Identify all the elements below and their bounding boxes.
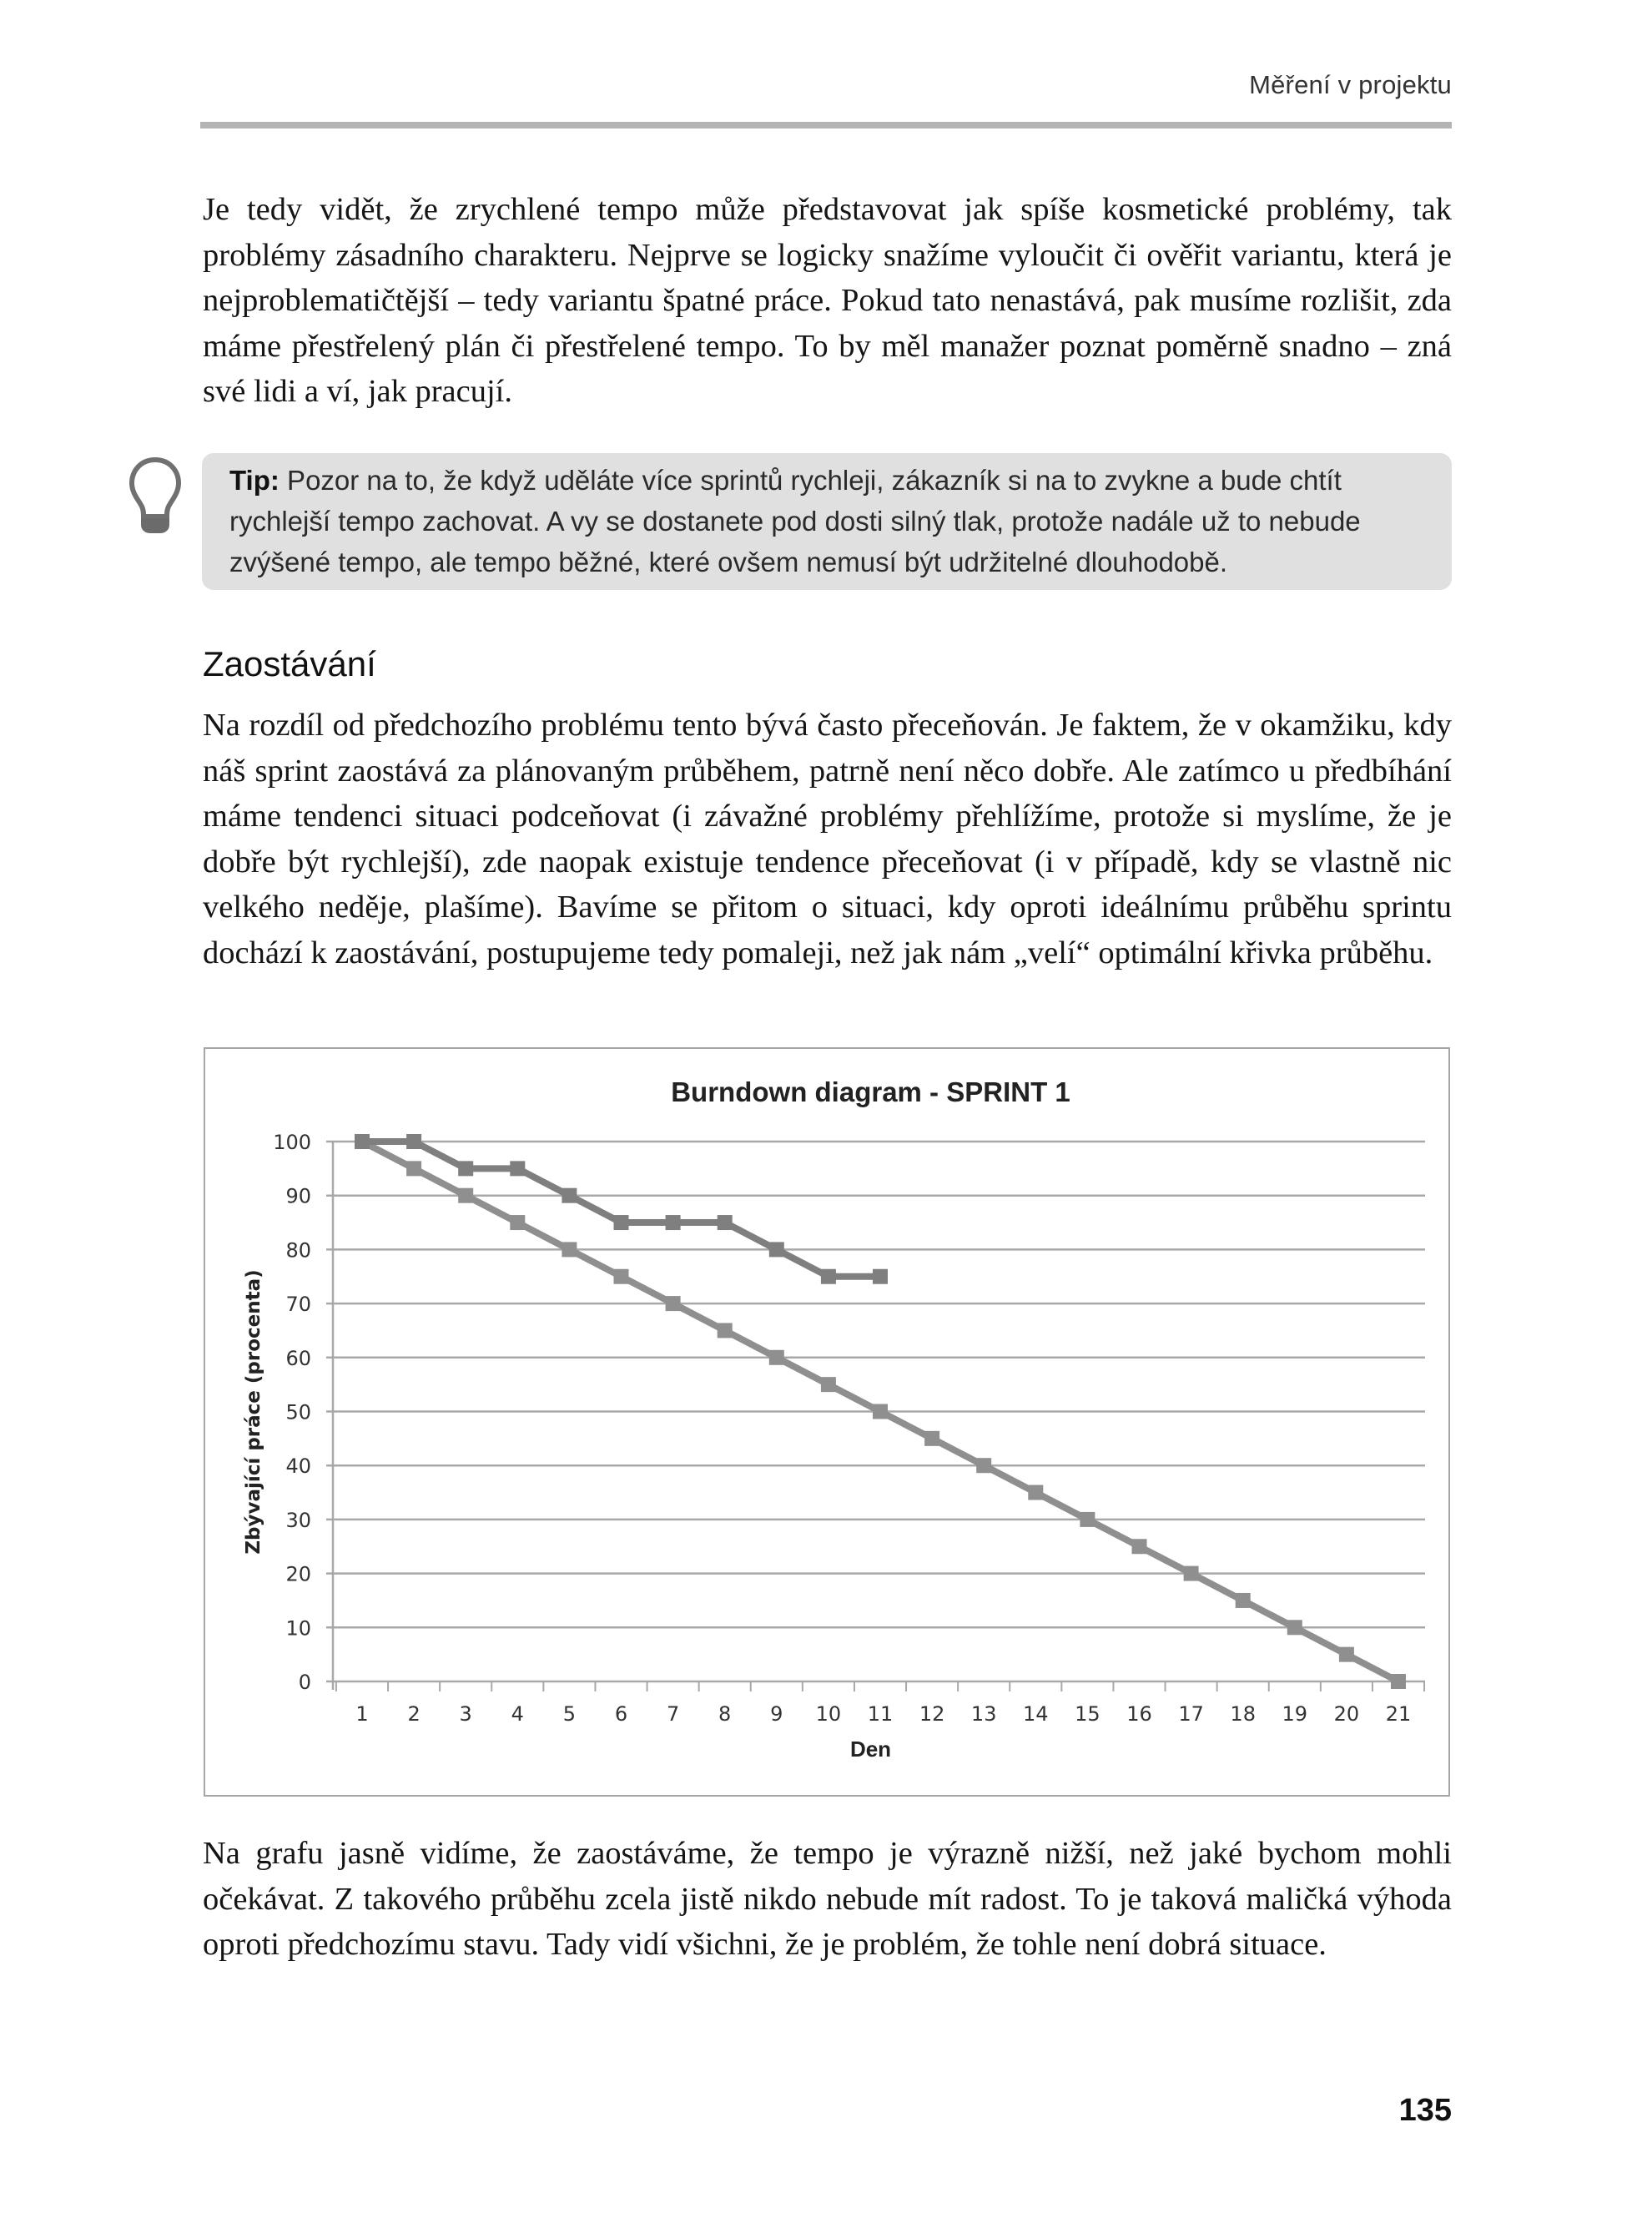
y-tick-label: 70 xyxy=(285,1293,311,1317)
x-tick-label: 8 xyxy=(718,1702,732,1726)
x-tick-label: 1 xyxy=(355,1702,369,1726)
data-marker xyxy=(873,1269,888,1284)
paragraph-2: Na rozdíl od předchozího problému tento bývá často přeceňován. Je faktem, že v okamžiku, kdy náš sprint zaostává za plánovaným průběhem, patrně není něco dobře. Ale zatímco u předbíhání máme tendenci situaci podceňovat (i závažné problémy přehlížíme, protože si myslíme, že je dobře být rychlejší), zde naopak existuje tendence přeceňovat (i v případě, kdy se vlastně nic velkého neděje, plašíme). Bavíme se přitom o situaci, kdy oproti ideálnímu průběhu sprintu dochází k zaostávání, postupujeme tedy pomaleji, než jak nám „velí“ optimální křivka průběhu. xyxy=(203,708,1452,970)
tip-label: Tip: xyxy=(229,465,280,496)
burndown-chart xyxy=(204,1047,1450,1797)
data-marker xyxy=(718,1215,733,1230)
data-marker xyxy=(1132,1539,1147,1554)
x-tick-label: 21 xyxy=(1385,1702,1412,1726)
x-tick-label: 3 xyxy=(459,1702,472,1726)
page-number: 135 xyxy=(1398,2093,1452,2128)
y-tick-label: 40 xyxy=(285,1454,311,1479)
data-marker xyxy=(924,1431,939,1446)
data-marker xyxy=(562,1242,577,1257)
running-title: Měření v projektu xyxy=(1249,70,1452,99)
data-marker xyxy=(562,1188,577,1203)
data-marker xyxy=(1287,1620,1302,1635)
data-marker xyxy=(976,1458,991,1473)
y-tick-label: 90 xyxy=(285,1184,311,1208)
data-marker xyxy=(821,1269,836,1284)
chart-title: Burndown diagram - SPRINT 1 xyxy=(671,1076,1070,1107)
x-tick-label: 2 xyxy=(407,1702,421,1726)
data-marker xyxy=(666,1215,681,1230)
chart-canvas xyxy=(205,1049,1452,1798)
data-marker xyxy=(406,1161,421,1176)
x-tick-label: 7 xyxy=(666,1702,680,1726)
data-marker xyxy=(614,1269,629,1284)
data-marker xyxy=(769,1350,784,1365)
x-axis-label: Den xyxy=(849,1737,892,1762)
data-marker xyxy=(458,1161,473,1176)
data-marker xyxy=(458,1188,473,1203)
paragraph-1: Je tedy vidět, že zrychlené tempo může představovat jak spíše kosmetické problémy, tak problémy zásadního charakteru. Nejprve se logicky snažíme vyloučit či ověřit variantu, která je nejproblematičtější – tedy variantu špatné práce. Pokud tato nenastává, pak musíme rozlišit, zda máme přestřelený plán či přestřelené tempo. To by měl manažer poznat poměrně snadno – zná své lidi a ví, jak pracují. xyxy=(203,192,1452,409)
x-tick-label: 12 xyxy=(919,1702,945,1726)
x-tick-label: 6 xyxy=(614,1702,628,1726)
data-marker xyxy=(1080,1512,1095,1527)
header-rule xyxy=(200,122,1452,129)
data-marker xyxy=(1339,1647,1354,1662)
data-marker xyxy=(1236,1593,1251,1608)
y-axis-label: Zbývající práce (procenta) xyxy=(243,1269,264,1555)
tip-body: Pozor na to, že když uděláte více sprintů rychleji, zákazník si na to zvykne a bude chtít rychlejší tempo zachovat. A vy se dostanete pod dosti silný tlak, protože nadále už to nebude zvýšené tempo, ale tempo běžné, které ovšem nemusí být udržitelné dlouhodobě. xyxy=(229,465,1361,577)
data-marker xyxy=(406,1134,421,1149)
y-tick-label: 20 xyxy=(285,1562,311,1586)
paragraph-3: Na grafu jasně vidíme, že zaostáváme, že tempo je výrazně nižší, než jaké bychom mohli očekávat. Z takového průběhu zcela jistě nikdo nebude mít radost. To je taková maličká výhoda oproti předchozímu stavu. Tady vidí všichni, že je problém, že tohle není dobrá situace. xyxy=(203,1836,1452,1962)
data-marker xyxy=(718,1323,733,1338)
data-marker xyxy=(510,1161,525,1176)
x-tick-label: 11 xyxy=(867,1702,894,1726)
x-tick-label: 15 xyxy=(1075,1702,1100,1726)
y-tick-label: 80 xyxy=(285,1238,311,1263)
actual-line xyxy=(362,1142,880,1277)
data-marker xyxy=(821,1377,836,1392)
x-tick-label: 5 xyxy=(562,1702,577,1726)
y-tick-label: 30 xyxy=(285,1508,311,1532)
data-marker xyxy=(1184,1566,1199,1581)
y-tick-label: 50 xyxy=(285,1400,311,1424)
data-marker xyxy=(510,1215,525,1230)
x-tick-label: 9 xyxy=(770,1702,783,1726)
data-marker xyxy=(873,1404,888,1419)
x-tick-label: 18 xyxy=(1230,1702,1256,1726)
data-marker xyxy=(1028,1485,1043,1500)
data-marker xyxy=(1391,1674,1406,1689)
data-marker xyxy=(614,1215,629,1230)
x-tick-label: 10 xyxy=(815,1702,842,1726)
x-tick-label: 13 xyxy=(970,1702,997,1726)
x-tick-label: 20 xyxy=(1333,1702,1360,1726)
y-tick-label: 10 xyxy=(285,1616,311,1641)
y-tick-label: 0 xyxy=(298,1671,311,1694)
tip-text xyxy=(229,460,1431,582)
section-heading: Zaostávání xyxy=(203,644,376,683)
lightbulb-icon xyxy=(125,455,185,538)
x-tick-label: 19 xyxy=(1282,1702,1308,1726)
y-tick-label: 60 xyxy=(285,1346,311,1370)
data-marker xyxy=(355,1134,370,1149)
y-tick-label: 100 xyxy=(273,1131,311,1154)
data-marker xyxy=(666,1296,681,1311)
x-tick-label: 17 xyxy=(1178,1702,1204,1726)
x-tick-label: 14 xyxy=(1023,1702,1049,1726)
data-marker xyxy=(769,1242,784,1257)
x-tick-label: 16 xyxy=(1126,1702,1152,1726)
x-tick-label: 4 xyxy=(511,1702,524,1726)
